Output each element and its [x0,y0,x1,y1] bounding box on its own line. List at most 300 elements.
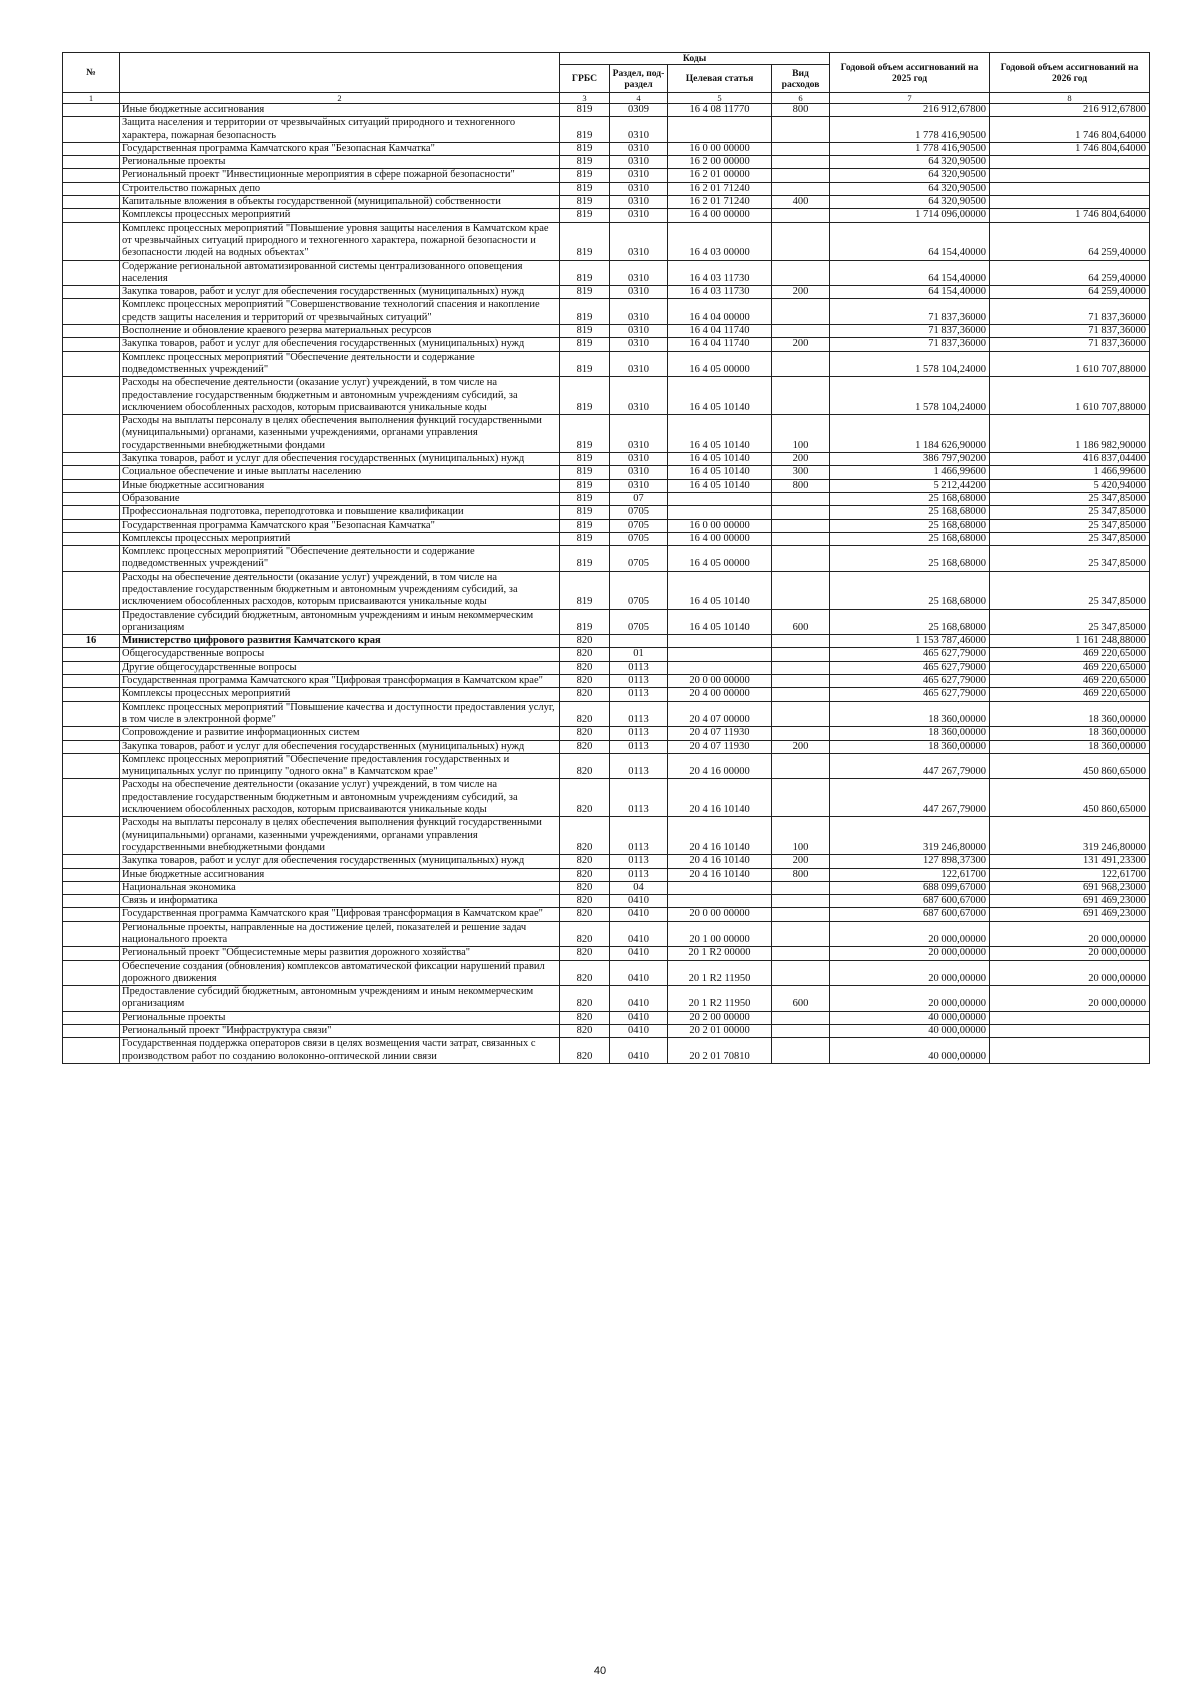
row-name: Государственная поддержка операторов связи в целях возмещения части затрат, связанных с производством работ по созданию волоконно-оптической линии связи [120,1038,560,1064]
row-expense-kind [772,779,830,817]
table-row [63,492,1150,505]
row-target-article: 20 1 00 00000 [668,921,772,947]
row-expense-kind [772,532,830,545]
row-target-article: 16 4 08 11770 [668,104,772,117]
row-target-article: 16 4 03 00000 [668,222,772,260]
row-target-article [668,895,772,908]
row-number [63,740,120,753]
row-target-article: 16 4 05 10140 [668,453,772,466]
row-name: Закупка товаров, работ и услуг для обеспечения государственных (муниципальных) нужд [120,453,560,466]
row-section: 0113 [610,868,668,881]
row-section: 0310 [610,377,668,415]
table-row [63,661,1150,674]
row-section: 0113 [610,675,668,688]
row-target-article: 20 4 07 11930 [668,727,772,740]
row-grbs: 820 [560,908,610,921]
table-row [63,908,1150,921]
row-expense-kind [772,325,830,338]
row-amount-2026: 71 837,36000 [990,338,1150,351]
row-name: Комплекс процессных мероприятий "Повышение качества и доступности предоставления услуг, в том числе в электронной форме" [120,701,560,727]
row-amount-2026: 131 491,23300 [990,855,1150,868]
row-amount-2025: 465 627,79000 [830,675,990,688]
table-row [63,753,1150,779]
row-grbs: 820 [560,881,610,894]
row-section: 0113 [610,855,668,868]
row-grbs: 819 [560,377,610,415]
row-number [63,881,120,894]
row-number [63,377,120,415]
row-target-article: 20 4 16 10140 [668,855,772,868]
table-row [63,675,1150,688]
row-section: 0310 [610,299,668,325]
table-row [63,727,1150,740]
table-row [63,351,1150,377]
row-number [63,921,120,947]
row-expense-kind [772,169,830,182]
row-amount-2025: 1 714 096,00000 [830,209,990,222]
row-grbs: 820 [560,855,610,868]
row-expense-kind [772,117,830,143]
row-section: 0113 [610,740,668,753]
row-number [63,479,120,492]
row-number [63,986,120,1012]
row-expense-kind: 600 [772,609,830,635]
row-target-article: 16 2 00 00000 [668,156,772,169]
table-row [63,222,1150,260]
row-grbs: 819 [560,532,610,545]
row-number [63,466,120,479]
row-amount-2025: 20 000,00000 [830,921,990,947]
table-row [63,960,1150,986]
row-target-article: 16 4 03 11730 [668,286,772,299]
table-row [63,415,1150,453]
row-expense-kind [772,908,830,921]
row-amount-2025: 127 898,37300 [830,855,990,868]
row-amount-2026 [990,196,1150,209]
row-grbs: 820 [560,1025,610,1038]
row-amount-2025: 25 168,68000 [830,609,990,635]
row-section: 07 [610,492,668,505]
row-expense-kind: 300 [772,466,830,479]
row-grbs: 819 [560,299,610,325]
row-amount-2026: 416 837,04400 [990,453,1150,466]
row-amount-2026: 25 347,85000 [990,571,1150,609]
row-grbs: 819 [560,182,610,195]
row-target-article: 16 4 05 10140 [668,415,772,453]
table-row [63,453,1150,466]
table-row [63,506,1150,519]
row-amount-2025: 687 600,67000 [830,908,990,921]
row-amount-2025: 40 000,00000 [830,1038,990,1064]
column-number-row [63,93,1150,104]
row-name: Комплекс процессных мероприятий "Обеспечение деятельности и содержание подведомственных учреждений" [120,546,560,572]
row-amount-2026: 20 000,00000 [990,986,1150,1012]
row-grbs: 819 [560,142,610,155]
row-target-article: 16 4 00 00000 [668,209,772,222]
row-grbs: 820 [560,740,610,753]
row-section: 0410 [610,895,668,908]
row-grbs: 819 [560,479,610,492]
row-name: Иные бюджетные ассигнования [120,104,560,117]
row-expense-kind: 200 [772,453,830,466]
row-target-article: 16 2 01 00000 [668,169,772,182]
row-amount-2025: 25 168,68000 [830,546,990,572]
row-name: Иные бюджетные ассигнования [120,868,560,881]
row-name: Закупка товаров, работ и услуг для обеспечения государственных (муниципальных) нужд [120,740,560,753]
row-section: 0113 [610,701,668,727]
row-amount-2026: 18 360,00000 [990,740,1150,753]
table-row [63,740,1150,753]
row-name: Региональный проект "Инвестиционные мероприятия в сфере пожарной безопасности" [120,169,560,182]
row-grbs: 819 [560,260,610,286]
row-amount-2025: 465 627,79000 [830,661,990,674]
row-section: 0310 [610,222,668,260]
row-grbs: 819 [560,492,610,505]
table-row [63,855,1150,868]
row-section: 0410 [610,908,668,921]
row-section: 0705 [610,546,668,572]
row-amount-2026: 1 746 804,64000 [990,117,1150,143]
row-number [63,1025,120,1038]
row-section: 0113 [610,817,668,855]
row-expense-kind: 800 [772,479,830,492]
row-expense-kind [772,519,830,532]
row-target-article: 16 4 05 10140 [668,571,772,609]
row-target-article: 20 0 00 00000 [668,908,772,921]
row-grbs: 819 [560,286,610,299]
row-name: Комплекс процессных мероприятий "Обеспечение предоставления государственных и муниципальных услуг по принципу "одного окна" в Камчатском крае" [120,753,560,779]
row-amount-2026: 1 746 804,64000 [990,209,1150,222]
row-expense-kind: 400 [772,196,830,209]
row-amount-2025: 319 246,80000 [830,817,990,855]
row-number [63,1038,120,1064]
row-grbs: 819 [560,506,610,519]
row-amount-2025: 1 778 416,90500 [830,142,990,155]
column-number: 8 [990,93,1150,104]
row-target-article: 20 4 00 00000 [668,688,772,701]
table-row [63,325,1150,338]
table-row [63,209,1150,222]
table-row [63,299,1150,325]
table-row [63,921,1150,947]
row-amount-2026: 25 347,85000 [990,546,1150,572]
row-section: 0410 [610,1011,668,1024]
row-expense-kind [772,156,830,169]
row-expense-kind [772,182,830,195]
row-amount-2026 [990,1025,1150,1038]
row-expense-kind [772,635,830,648]
row-amount-2026 [990,1011,1150,1024]
row-grbs: 820 [560,688,610,701]
row-amount-2025: 1 778 416,90500 [830,117,990,143]
row-target-article: 20 2 01 70810 [668,1038,772,1064]
row-expense-kind [772,1025,830,1038]
row-grbs: 819 [560,351,610,377]
row-section: 0309 [610,104,668,117]
row-expense-kind: 200 [772,855,830,868]
table-row [63,648,1150,661]
row-amount-2026: 71 837,36000 [990,299,1150,325]
row-amount-2025: 1 466,99600 [830,466,990,479]
row-name: Строительство пожарных депо [120,182,560,195]
row-target-article: 20 2 00 00000 [668,1011,772,1024]
row-amount-2025: 25 168,68000 [830,506,990,519]
header-no: № [63,53,120,93]
row-name: Расходы на обеспечение деятельности (оказание услуг) учреждений, в том числе на предоставление государственным бюджетным и автономным учреждениям субсидий, за исключением обособленных расходов, которым присваиваются уникальные коды [120,377,560,415]
row-grbs: 820 [560,895,610,908]
row-amount-2025: 447 267,79000 [830,779,990,817]
row-target-article: 16 4 05 00000 [668,546,772,572]
row-section: 0310 [610,117,668,143]
row-grbs: 820 [560,868,610,881]
row-number [63,648,120,661]
row-amount-2025: 1 578 104,24000 [830,351,990,377]
row-amount-2026: 20 000,00000 [990,921,1150,947]
table-row [63,635,1150,648]
row-section: 0310 [610,453,668,466]
row-amount-2026: 469 220,65000 [990,648,1150,661]
header-name [120,53,560,93]
header-kind: Вид расходов [772,65,830,93]
row-amount-2025: 465 627,79000 [830,648,990,661]
row-name: Предоставление субсидий бюджетным, автономным учреждениям и иным некоммерческим организациям [120,609,560,635]
table-row [63,1011,1150,1024]
row-expense-kind [772,492,830,505]
header-year-2026: Годовой объем ассигнований на 2026 год [990,53,1150,93]
row-name: Закупка товаров, работ и услуг для обеспечения государственных (муниципальных) нужд [120,338,560,351]
row-number [63,142,120,155]
row-amount-2026: 20 000,00000 [990,960,1150,986]
row-amount-2026: 18 360,00000 [990,701,1150,727]
row-amount-2026: 216 912,67800 [990,104,1150,117]
row-grbs: 819 [560,325,610,338]
row-amount-2026: 691 968,23000 [990,881,1150,894]
row-amount-2026: 18 360,00000 [990,727,1150,740]
row-number: 16 [63,635,120,648]
row-grbs: 819 [560,466,610,479]
row-grbs: 819 [560,571,610,609]
row-section: 0113 [610,688,668,701]
table-row [63,881,1150,894]
row-name: Обеспечение создания (обновления) комплексов автоматической фиксации нарушений правил дорожного движения [120,960,560,986]
row-grbs: 819 [560,117,610,143]
row-number [63,286,120,299]
row-target-article: 20 0 00 00000 [668,675,772,688]
row-expense-kind [772,299,830,325]
row-number [63,156,120,169]
row-amount-2026: 25 347,85000 [990,492,1150,505]
row-number [63,117,120,143]
row-expense-kind [772,727,830,740]
row-number [63,196,120,209]
row-name: Связь и информатика [120,895,560,908]
row-section: 0310 [610,169,668,182]
row-amount-2026: 1 466,99600 [990,466,1150,479]
row-name: Профессиональная подготовка, переподготовка и повышение квалификации [120,506,560,519]
row-number [63,546,120,572]
row-section: 0113 [610,727,668,740]
row-name: Содержание региональной автоматизированной системы централизованного оповещения населения [120,260,560,286]
row-grbs: 820 [560,648,610,661]
row-section: 0410 [610,986,668,1012]
row-amount-2026 [990,182,1150,195]
row-amount-2025: 25 168,68000 [830,571,990,609]
row-amount-2026: 450 860,65000 [990,779,1150,817]
row-number [63,104,120,117]
row-grbs: 819 [560,453,610,466]
row-name: Расходы на обеспечение деятельности (оказание услуг) учреждений, в том числе на предоставление государственным бюджетным и автономным учреждениям субсидий, за исключением обособленных расходов, которым присваиваются уникальные коды [120,571,560,609]
table-row [63,156,1150,169]
row-name: Общегосударственные вопросы [120,648,560,661]
row-grbs: 819 [560,104,610,117]
row-expense-kind [772,260,830,286]
row-section: 0310 [610,142,668,155]
row-section: 01 [610,648,668,661]
row-section: 0410 [610,1038,668,1064]
row-expense-kind [772,142,830,155]
row-section: 0705 [610,571,668,609]
row-amount-2025: 1 184 626,90000 [830,415,990,453]
row-expense-kind: 200 [772,740,830,753]
row-target-article: 16 4 05 10140 [668,479,772,492]
row-expense-kind [772,571,830,609]
table-row [63,196,1150,209]
row-number [63,532,120,545]
row-name: Предоставление субсидий бюджетным, автономным учреждениям и иным некоммерческим организациям [120,986,560,1012]
row-number [63,492,120,505]
row-target-article: 16 4 04 00000 [668,299,772,325]
row-target-article: 16 4 00 00000 [668,532,772,545]
table-row [63,466,1150,479]
row-grbs: 819 [560,169,610,182]
row-amount-2026: 1 610 707,88000 [990,377,1150,415]
table-row [63,479,1150,492]
row-number [63,727,120,740]
table-row [63,779,1150,817]
row-grbs: 820 [560,635,610,648]
table-row [63,519,1150,532]
row-target-article [668,117,772,143]
row-grbs: 820 [560,1011,610,1024]
row-name: Министерство цифрового развития Камчатского края [120,635,560,648]
table-row [63,377,1150,415]
row-amount-2026: 122,61700 [990,868,1150,881]
row-amount-2025: 465 627,79000 [830,688,990,701]
row-expense-kind [772,960,830,986]
row-number [63,325,120,338]
row-amount-2026 [990,1038,1150,1064]
table-row [63,688,1150,701]
row-section: 0705 [610,519,668,532]
row-amount-2025: 64 154,40000 [830,222,990,260]
row-target-article: 16 4 03 11730 [668,260,772,286]
row-name: Региональные проекты [120,1011,560,1024]
row-target-article [668,648,772,661]
table-row [63,182,1150,195]
row-amount-2025: 18 360,00000 [830,740,990,753]
row-amount-2025: 64 320,90500 [830,182,990,195]
row-section: 0113 [610,753,668,779]
table-row [63,609,1150,635]
row-section: 0113 [610,779,668,817]
row-amount-2025: 5 212,44200 [830,479,990,492]
row-name: Социальное обеспечение и иные выплаты населению [120,466,560,479]
row-section: 0310 [610,182,668,195]
row-section: 0310 [610,260,668,286]
row-target-article [668,881,772,894]
row-expense-kind [772,753,830,779]
row-section: 04 [610,881,668,894]
table-row [63,169,1150,182]
row-target-article: 16 2 01 71240 [668,196,772,209]
row-number [63,1011,120,1024]
row-amount-2025: 25 168,68000 [830,519,990,532]
row-amount-2026: 1 610 707,88000 [990,351,1150,377]
row-grbs: 820 [560,1038,610,1064]
row-expense-kind [772,947,830,960]
row-number [63,415,120,453]
row-number [63,855,120,868]
row-amount-2026: 450 860,65000 [990,753,1150,779]
row-number [63,753,120,779]
row-grbs: 820 [560,727,610,740]
row-target-article: 16 4 04 11740 [668,338,772,351]
row-amount-2026 [990,169,1150,182]
row-amount-2026: 319 246,80000 [990,817,1150,855]
row-amount-2026: 691 469,23000 [990,895,1150,908]
budget-table [62,52,1150,1064]
page-number: 40 [593,1665,607,1677]
row-grbs: 820 [560,661,610,674]
row-amount-2026: 691 469,23000 [990,908,1150,921]
column-number: 1 [63,93,120,104]
row-amount-2025: 25 168,68000 [830,532,990,545]
row-amount-2025: 687 600,67000 [830,895,990,908]
row-name: Комплексы процессных мероприятий [120,532,560,545]
row-expense-kind [772,895,830,908]
row-amount-2026: 1 746 804,64000 [990,142,1150,155]
row-expense-kind [772,1038,830,1064]
row-expense-kind [772,377,830,415]
table-row [63,947,1150,960]
row-grbs: 820 [560,947,610,960]
row-amount-2026: 64 259,40000 [990,286,1150,299]
row-amount-2026: 20 000,00000 [990,947,1150,960]
row-target-article: 20 4 07 00000 [668,701,772,727]
row-target-article [668,506,772,519]
row-number [63,519,120,532]
row-name: Сопровождение и развитие информационных систем [120,727,560,740]
table-row [63,338,1150,351]
row-target-article: 16 4 04 11740 [668,325,772,338]
row-amount-2025: 122,61700 [830,868,990,881]
row-section: 0310 [610,351,668,377]
header-codes: Коды [560,53,830,65]
row-expense-kind: 100 [772,817,830,855]
row-section: 0410 [610,960,668,986]
row-section: 0410 [610,1025,668,1038]
table-row [63,104,1150,117]
row-section: 0310 [610,156,668,169]
row-target-article: 16 4 05 00000 [668,351,772,377]
row-number [63,338,120,351]
row-grbs: 819 [560,209,610,222]
row-target-article: 16 0 00 00000 [668,519,772,532]
row-amount-2025: 447 267,79000 [830,753,990,779]
row-section: 0410 [610,921,668,947]
table-row [63,142,1150,155]
row-section: 0310 [610,286,668,299]
